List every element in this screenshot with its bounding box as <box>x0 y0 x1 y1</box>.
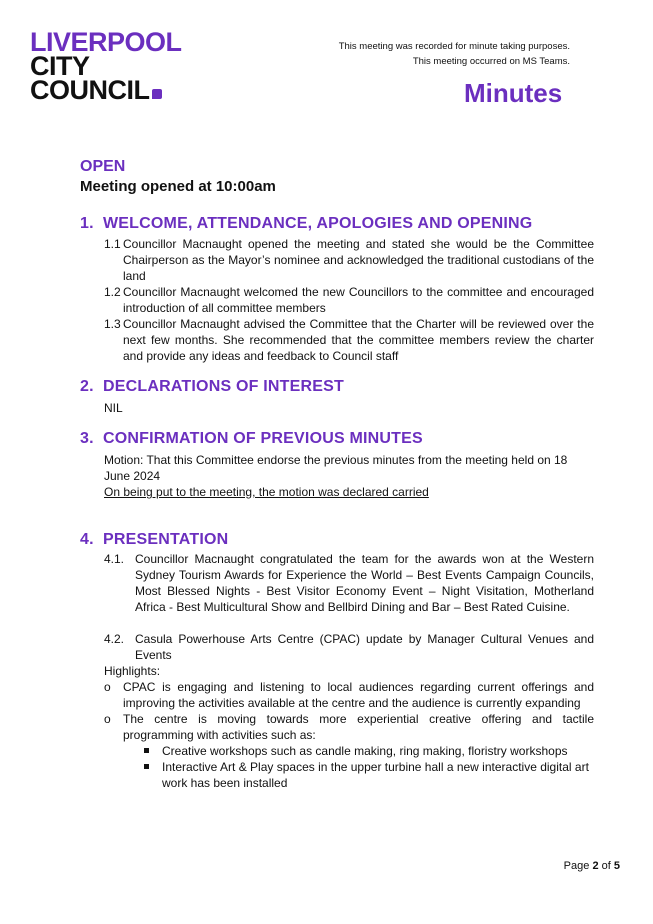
section-number: 4. <box>80 531 94 548</box>
recording-note: This meeting was recorded for minute taking purposes. <box>338 41 570 52</box>
council-logo <box>30 27 182 105</box>
item-number: 1.3 <box>104 317 121 331</box>
list-item <box>143 743 593 759</box>
item-text: Councillor Macnaught advised the Committee that the Charter will be reviewed over the next few months. She recommended that the committee members review the charter and provide any ideas and feedback to Council staff <box>123 317 594 363</box>
section-title: WELCOME, ATTENDANCE, APOLOGIES AND OPENING <box>103 215 533 232</box>
meeting-opened-text: Meeting opened at 10:00am <box>80 178 276 195</box>
section-1-heading <box>80 215 532 233</box>
logo-line-2: CITY <box>30 51 90 81</box>
circle-bullet-icon: o <box>104 680 111 694</box>
motion-result: On being put to the meeting, the motion was declared carried <box>104 485 429 499</box>
teams-note: This meeting occurred on MS Teams. <box>412 56 570 67</box>
page-label: Page <box>563 860 590 872</box>
item-number: 4.2. <box>104 632 125 646</box>
bullet-text: CPAC is engaging and listening to local audiences regarding current offerings and improving the activities available at the centre and the audience is currently expanding <box>123 680 594 710</box>
logo-line-1: LIVERPOOL <box>30 27 182 57</box>
motion-text: Motion: That this Committee endorse the previous minutes from the meeting held on 18 June 2024 <box>104 453 568 483</box>
sub-bullet-text: Creative workshops such as candle making, ring making, floristry workshops <box>162 744 568 758</box>
list-item <box>104 236 594 284</box>
highlights-label: Highlights: <box>104 664 161 678</box>
item-text: Councillor Macnaught welcomed the new Councillors to the committee and encouraged introduction of all committee members <box>123 285 594 315</box>
square-bullet-icon <box>143 743 162 759</box>
circle-bullet-icon: o <box>104 712 111 726</box>
item-text: Casula Powerhouse Arts Centre (CPAC) update by Manager Cultural Venues and Events <box>135 632 594 662</box>
bullet-text: The centre is moving towards more experiential creative offering and tactile programming with activities such as: <box>123 712 594 742</box>
list-item <box>104 316 594 364</box>
open-heading: OPEN <box>80 158 126 175</box>
presentation-item-2 <box>104 631 594 663</box>
document-title: Minutes <box>464 78 563 108</box>
logo-line-3-text: COUNCIL <box>30 75 150 105</box>
list-item <box>104 284 594 316</box>
presentation-item-1 <box>104 551 594 615</box>
section-number: 3. <box>80 430 94 447</box>
section-2-heading <box>80 378 344 396</box>
page-of: of <box>601 860 611 872</box>
page-total: 5 <box>613 860 620 872</box>
item-number: 1.2 <box>104 285 121 299</box>
section-title: PRESENTATION <box>103 531 229 548</box>
section-1-items <box>104 236 594 364</box>
section-title: DECLARATIONS OF INTEREST <box>103 378 344 395</box>
section-number: 1. <box>80 215 94 232</box>
section-4-heading <box>80 531 228 549</box>
item-number: 1.1 <box>104 237 121 251</box>
section-3-heading <box>80 430 423 448</box>
list-item <box>143 759 593 791</box>
square-bullet-icon <box>143 759 162 791</box>
logo-line-3 <box>30 75 182 105</box>
section-title: CONFIRMATION OF PREVIOUS MINUTES <box>103 430 423 447</box>
item-text: Councillor Macnaught opened the meeting and stated she would be the Committee Chairperson as the Mayor’s nominee and acknowledged the traditional custodians of the land <box>123 237 594 283</box>
logo-mark-icon <box>152 89 162 99</box>
declarations-body: NIL <box>104 401 123 415</box>
list-item <box>104 711 594 743</box>
sub-bullet-text: Interactive Art & Play spaces in the upper turbine hall a new interactive digital art work has been installed <box>162 760 589 790</box>
item-text: Councillor Macnaught congratulated the team for the awards won at the Western Sydney Tourism Awards for Experience the World – Best Events Campaign Councils, Most Blessed Nights - Best Visitor Economy Event – Night Visitation, Motherland Africa - Best Multicultural Show and Bellbird Dining and Bar – Best Rated Cuisine. <box>135 552 594 614</box>
list-item <box>104 679 594 711</box>
section-number: 2. <box>80 378 94 395</box>
item-number: 4.1. <box>104 552 125 566</box>
page-current: 2 <box>592 860 599 872</box>
page-number <box>564 860 620 872</box>
